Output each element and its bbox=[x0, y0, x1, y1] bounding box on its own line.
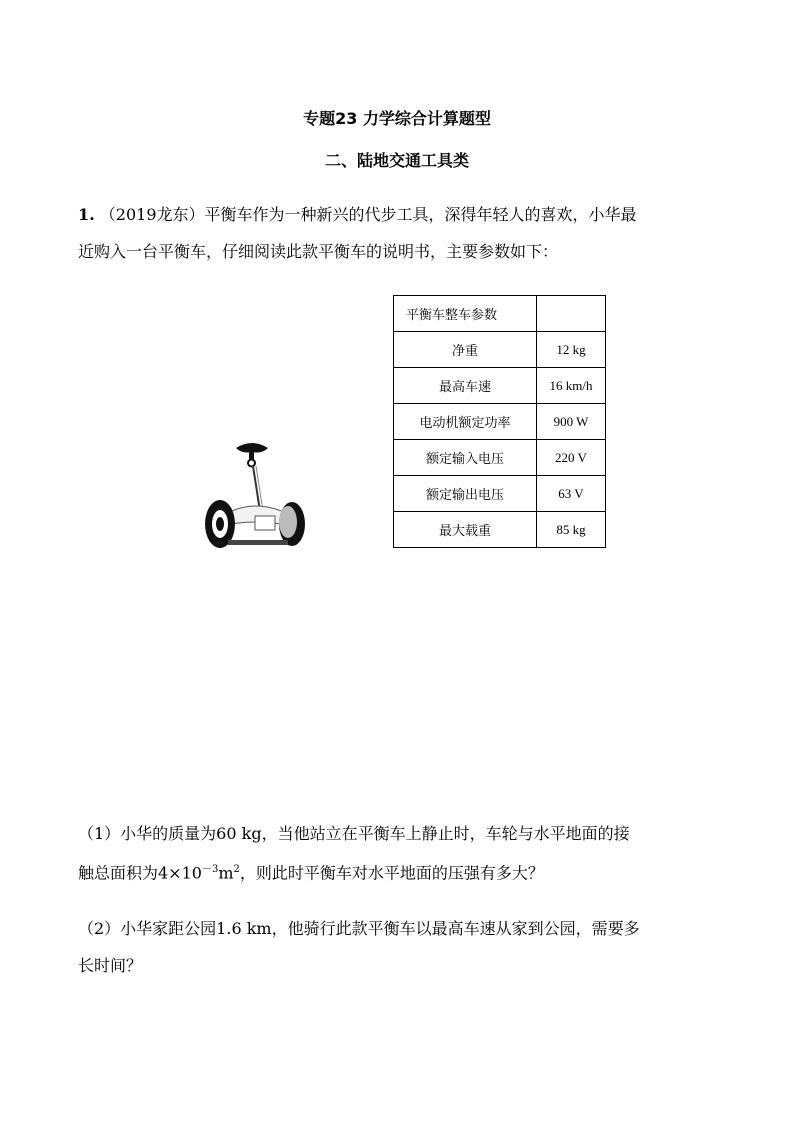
part-1-line-1: （1）小华的质量为60 kg，当他站立在平衡车上静止时，车轮与水平地面的接 bbox=[78, 824, 630, 843]
part-2 bbox=[78, 918, 723, 977]
spec-value: 12 kg bbox=[537, 332, 606, 368]
spec-header-label: 平衡车整车参数 bbox=[394, 296, 537, 332]
question-line-1-text: （2019龙东）平衡车作为一种新兴的代步工具，深得年轻人的喜欢，小华最 bbox=[99, 205, 637, 224]
spec-header-row bbox=[394, 296, 606, 332]
spec-value: 900 W bbox=[537, 404, 606, 440]
balance-scooter-image bbox=[200, 438, 310, 553]
table-row bbox=[394, 332, 606, 368]
page-title: 专题23 力学综合计算题型 bbox=[303, 109, 491, 128]
part-1-line-2 bbox=[78, 859, 723, 884]
spec-value: 16 km/h bbox=[537, 368, 606, 404]
question-number: 1. bbox=[78, 205, 95, 224]
table-row bbox=[394, 476, 606, 512]
part-2-line-1: （2）小华家距公园1.6 km，他骑行此款平衡车以最高车速从家到公园，需要多 bbox=[78, 919, 640, 938]
table-row bbox=[394, 368, 606, 404]
spec-value: 63 V bbox=[537, 476, 606, 512]
part-1-text-a: 触总面积为4×10 bbox=[78, 863, 202, 883]
spec-label: 净重 bbox=[394, 332, 537, 368]
section-subtitle: 二、陆地交通工具类 bbox=[324, 151, 469, 170]
part-1-text-c: ，则此时平衡车对水平地面的压强有多大？ bbox=[239, 863, 544, 883]
spec-label: 最高车速 bbox=[394, 368, 537, 404]
spec-label: 额定输入电压 bbox=[394, 440, 537, 476]
spec-value: 220 V bbox=[537, 440, 606, 476]
part-2-line-2: 长时间？ bbox=[78, 956, 143, 975]
spec-label: 最大载重 bbox=[394, 512, 537, 548]
part-1 bbox=[78, 823, 723, 884]
table-row bbox=[394, 512, 606, 548]
question-line-1 bbox=[78, 204, 723, 226]
spec-header-value bbox=[537, 296, 606, 332]
spec-table bbox=[393, 295, 606, 548]
table-row bbox=[394, 404, 606, 440]
exponent-neg3: －3 bbox=[201, 864, 219, 875]
exponent-2: 2 bbox=[233, 864, 240, 875]
spec-label: 电动机额定功率 bbox=[394, 404, 537, 440]
table-row bbox=[394, 440, 606, 476]
spec-label: 额定输出电压 bbox=[394, 476, 537, 512]
spec-value: 85 kg bbox=[537, 512, 606, 548]
question-line-2: 近购入一台平衡车，仔细阅读此款平衡车的说明书，主要参数如下： bbox=[78, 242, 559, 261]
spec-table-body bbox=[394, 296, 606, 548]
question-intro bbox=[78, 204, 723, 263]
unit-m: m bbox=[218, 863, 234, 883]
